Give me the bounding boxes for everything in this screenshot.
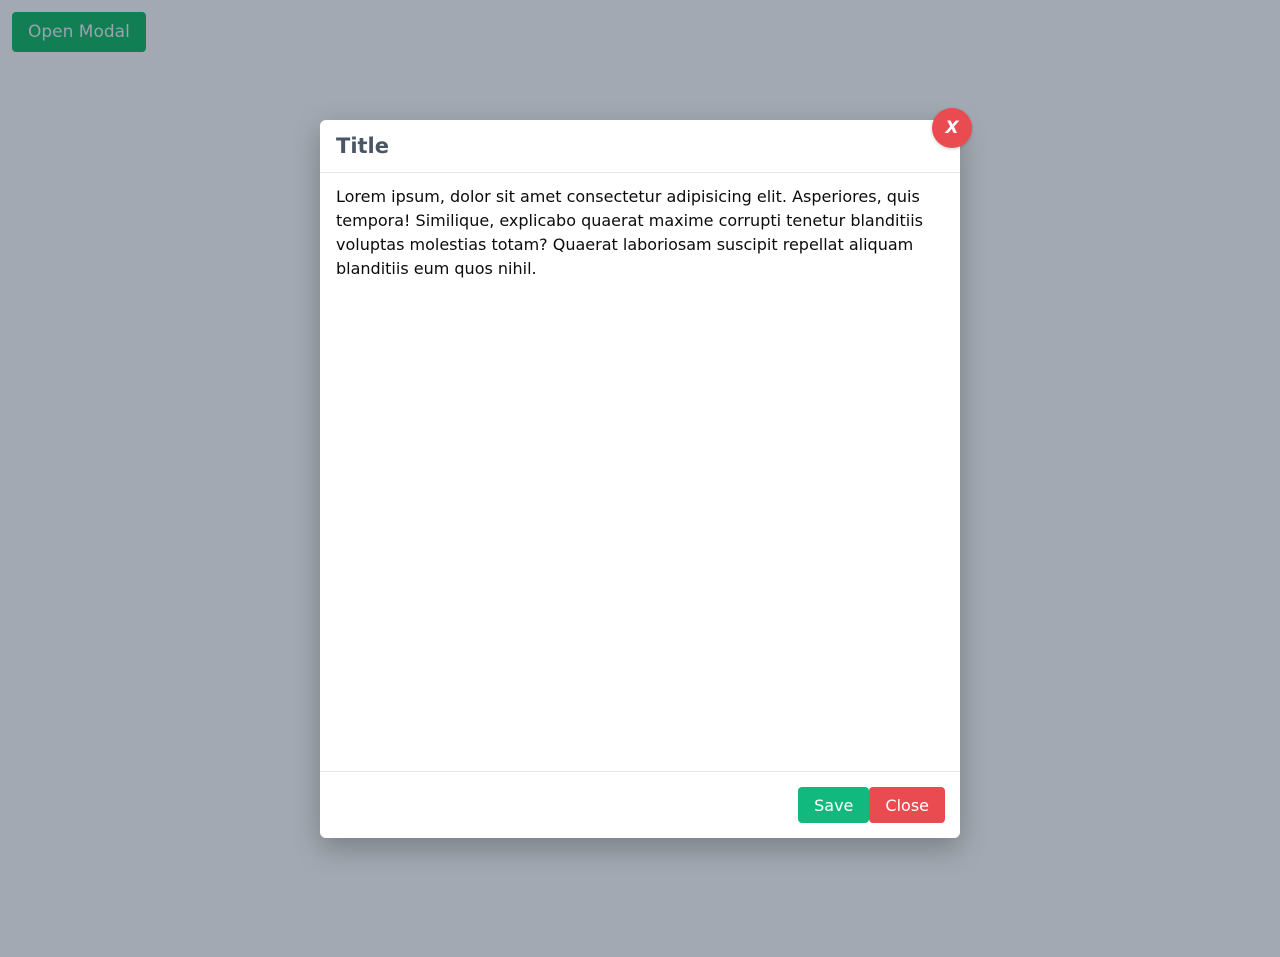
modal-body-text: Lorem ipsum, dolor sit amet consectetur adipisicing elit. Asperiores, quis tempora! Similique, explicabo quaerat maxime corrupti tenetur blanditiis voluptas molestias totam? Quaerat laboriosam suscipit repellat aliquam blanditiis eum quos nihil.	[336, 187, 923, 278]
save-button[interactable]: Save	[798, 787, 869, 823]
modal-header	[320, 120, 960, 173]
modal-footer	[320, 771, 960, 838]
open-modal-button[interactable]: Open Modal	[12, 12, 146, 52]
close-button[interactable]: Close	[869, 787, 945, 823]
modal-close-x-button[interactable]: X	[932, 108, 972, 148]
modal-body	[320, 173, 960, 771]
modal-dialog	[320, 120, 960, 838]
modal-title: Title	[336, 134, 390, 158]
